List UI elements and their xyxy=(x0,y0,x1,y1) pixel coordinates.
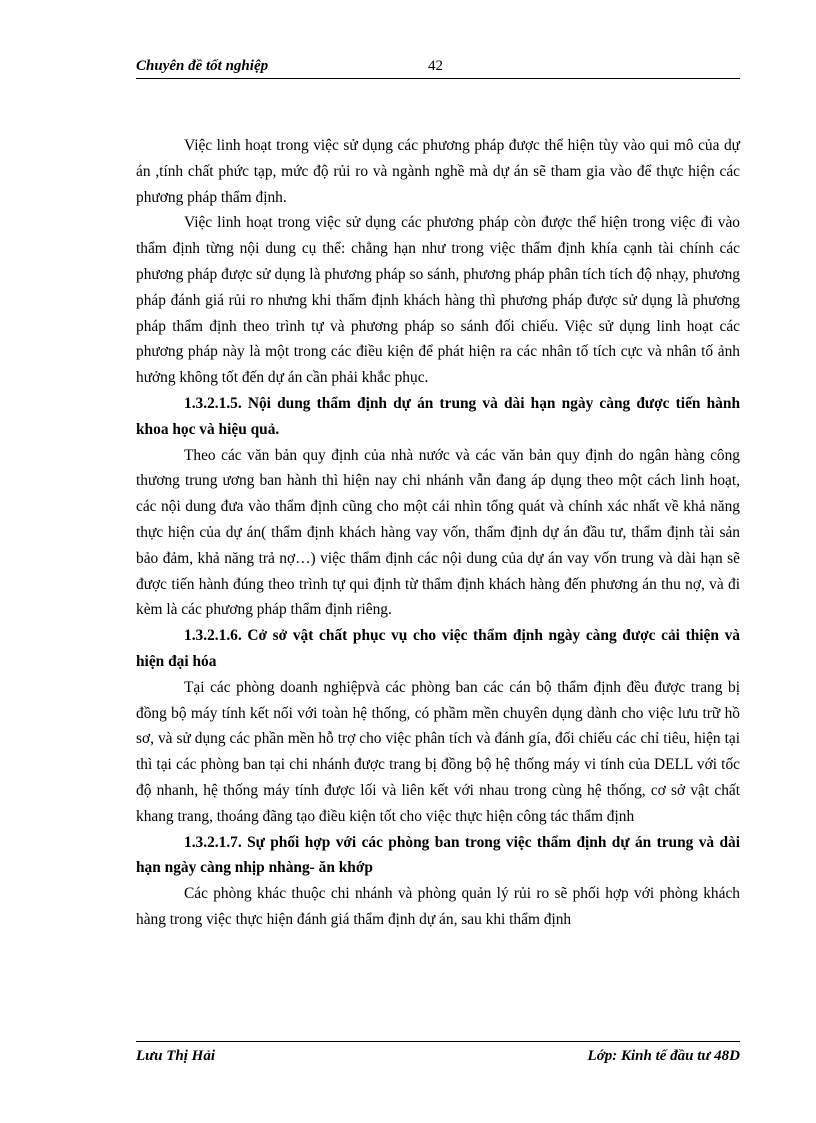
body-paragraph: Việc linh hoạt trong việc sử dụng các phương pháp được thể hiện tùy vào qui mô của dự án ,tính chất phức tạp, mức độ rủi ro và ngành nghề mà dự án sẽ tham gia vào để thực hiện các phương pháp thẩm định. xyxy=(136,137,740,206)
section-heading: 1.3.2.1.5. Nội dung thẩm định dự án trung và dài hạn ngày càng được tiến hành khoa học và hiệu quả. xyxy=(136,394,740,438)
section-heading: 1.3.2.1.7. Sự phối hợp với các phòng ban trong việc thẩm định dự án trung và dài hạn ngày càng nhịp nhàng- ăn khớp xyxy=(136,833,740,877)
page-number: 42 xyxy=(428,58,443,74)
header-title: Chuyên đề tốt nghiệp xyxy=(136,58,269,74)
body-paragraph: Theo các văn bản quy định của nhà nước và các văn bản quy định do ngân hàng công thương trung ương ban hành thì hiện nay chi nhánh vẫn đang áp dụng theo một cách linh hoạt, các nội dung đưa vào thẩm định cũng cho một cái nhìn tổng quát và chính xác nhất về khả năng thực hiện của dự án( thẩm định khách hàng vay vốn, thẩm định dự án đầu tư, thẩm định tài sản bảo đảm, khả năng trả nợ…) việc thẩm định các nội dung của dự án vay vốn trung và dài hạn sẽ được tiến hành đúng theo trình tự qui định từ thẩm định khách hàng đến phương án thu nợ, và đi kèm là các phương pháp thẩm định riêng. xyxy=(136,446,740,619)
footer-author: Lưu Thị Hải xyxy=(136,1048,215,1064)
section-heading: 1.3.2.1.6. Cở sở vật chất phục vụ cho việc thẩm định ngày càng được cải thiện và hiện đại hóa xyxy=(136,627,740,670)
body-paragraph: Việc linh hoạt trong việc sử dụng các phương pháp còn được thể hiện trong việc đi vào thẩm định từng nội dung cụ thể: chẳng hạn như trong việc thẩm định khía cạnh tài chính các phương pháp được sử dụng là phương pháp so sánh, phương pháp phân tích tích độ nhạy, phương pháp đánh giá rủi ro nhưng khi thẩm định khách hàng thì phương pháp được sử dụng là phương pháp thẩm định theo trình tự và phương pháp so sánh đối chiếu. Việc sử dụng linh hoạt các phương pháp này là một trong các điều kiện để phát hiện ra các nhân tố tích cực và nhân tố ảnh hưởng không tốt đến dự án cần phải khắc phục. xyxy=(136,214,740,387)
footer-class: Lớp: Kinh tế đầu tư 48D xyxy=(587,1048,740,1064)
page-footer xyxy=(136,1041,740,1064)
document-body xyxy=(136,133,740,933)
page-header xyxy=(136,58,740,79)
body-paragraph: Các phòng khác thuộc chi nhánh và phòng quản lý rủi ro sẽ phối hợp với phòng khách hàng trong việc thực hiện đánh giá thẩm định dự án, sau khi thẩm định xyxy=(136,885,740,928)
body-paragraph: Tại các phòng doanh nghiệpvà các phòng ban các cán bộ thẩm định đều được trang bị đồng bộ máy tính kết nối với toàn hệ thống, có phầm mền chuyên dụng dành cho việc lưu trữ hồ sơ, và sử dụng các phần mền hỗ trợ cho việc phân tích và đánh gía, đối chiếu các chỉ tiêu, hiện tại thì tại các phòng ban tại chi nhánh được trang bị đồng bộ hệ thống máy vi tính của DELL với tốc độ nhanh, hệ thống máy tính được lối và liên kết với nhau trong cùng hệ thống, cơ sở vật chất khang trang, thoáng đãng tạo điều kiện tốt cho việc thực hiện công tác thẩm định xyxy=(136,678,740,825)
